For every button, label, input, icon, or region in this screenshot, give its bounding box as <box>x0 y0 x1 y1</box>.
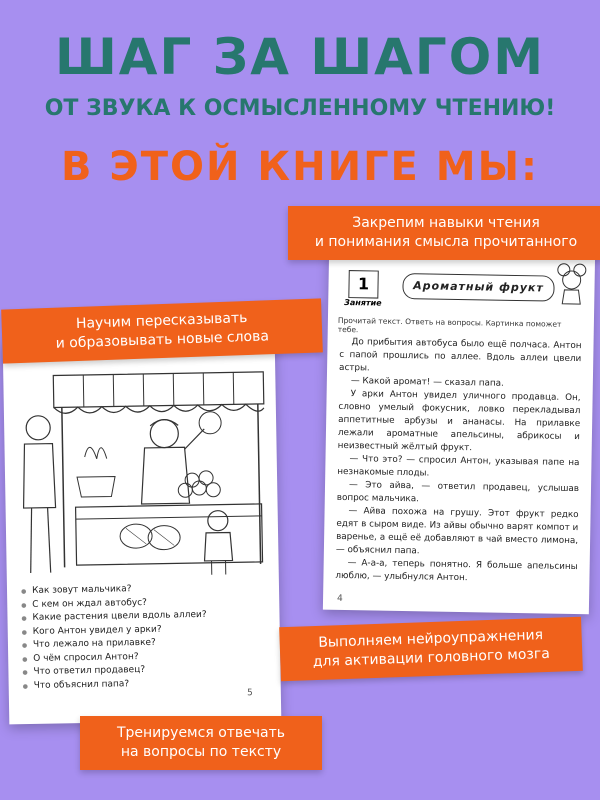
story-paragraph: До прибытия автобуса было ещё полчаса. Антон с папой прошлись по аллее. Вдоль аллеи цвели астры. <box>338 337 582 374</box>
question-item: ● О чём спросил Антон? <box>22 649 207 666</box>
feature-banner-retelling <box>1 298 323 363</box>
question-item: ● Что лежало на прилавке? <box>22 636 207 653</box>
story-paragraph: — А-а-а, теперь понятно. Я больше апельсины люблю, — улыбнулся Антон. <box>335 558 578 584</box>
question-item: ● Что объяснил папа? <box>23 676 208 693</box>
banner-line: и понимания смысла прочитанного <box>314 234 578 250</box>
banner-line: Выполняем нейроупражнения <box>318 627 544 651</box>
story-paragraph: У арки Антон увидел уличного продавца. Он, словно умелый фокусник, ловко перекладывал аппетитные арбузы и ананасы. На прилавке лежали ароматные апельсины, абрикосы и неизвестный жёлтый фрукт. <box>337 389 581 454</box>
story-paragraph: — Айва похожа на грушу. Этот фрукт редко едят в сыром виде. Из айвы обычно варят компот и варенье, а ещё её добавляют в чай вместо лимона, — объяснил папа. <box>335 506 579 557</box>
page-number: 4 <box>336 593 343 604</box>
banner-line: для активации головного мозга <box>312 645 551 671</box>
headline-main: ШАГ ЗА ШАГОМ <box>55 28 545 86</box>
banner-line: Тренируемся отвечать <box>116 725 286 741</box>
feature-banner-answers <box>80 716 322 770</box>
story-paragraph: — Какой аромат! — сказал папа. <box>350 376 504 389</box>
feature-banner-neuro <box>279 617 583 682</box>
lesson-number: 1 <box>348 270 378 299</box>
story-text <box>335 336 581 587</box>
book-page-right <box>323 248 595 615</box>
banner-line: Научим пересказывать <box>75 310 248 332</box>
story-paragraph: — Что это? — спросил Антон, указывая папе на незнакомые плоды. <box>337 454 580 479</box>
question-item: ● Кого Антон увидел у арки? <box>22 622 207 639</box>
feature-banner-reading <box>288 206 600 260</box>
book-page-left <box>3 338 282 725</box>
question-item: ● Какие растения цвели вдоль аллеи? <box>21 609 206 626</box>
page-number: 5 <box>247 688 253 699</box>
banner-line: Закрепим навыки чтения <box>352 215 540 231</box>
mouse-mascot-icon <box>556 262 587 307</box>
question-item: ● Что ответил продавец? <box>22 663 207 680</box>
question-item: ● Как зовут мальчика? <box>21 582 206 599</box>
question-item: ● С кем он ждал автобус? <box>21 595 206 612</box>
instruction: Прочитай текст. Ответь на вопросы. Картинка поможет тебе. <box>337 315 562 335</box>
lesson-header <box>338 258 585 312</box>
lesson-title: Ароматный фрукт <box>402 273 554 302</box>
story-paragraph: — Это айва, — ответил продавец, услышав вопрос мальчика. <box>336 480 580 505</box>
headline-intro: В ЭТОЙ КНИГЕ МЫ: <box>60 144 540 190</box>
headline-sub: ОТ ЗВУКА К ОСМЫСЛЕННОМУ ЧТЕНИЮ! <box>44 96 556 121</box>
market-stall-illustration <box>13 364 271 580</box>
question-list <box>21 582 208 693</box>
lesson-word: Занятие <box>344 297 382 308</box>
banner-line: на вопросы по тексту <box>120 744 282 760</box>
banner-line: и образовывать новые слова <box>55 328 270 352</box>
